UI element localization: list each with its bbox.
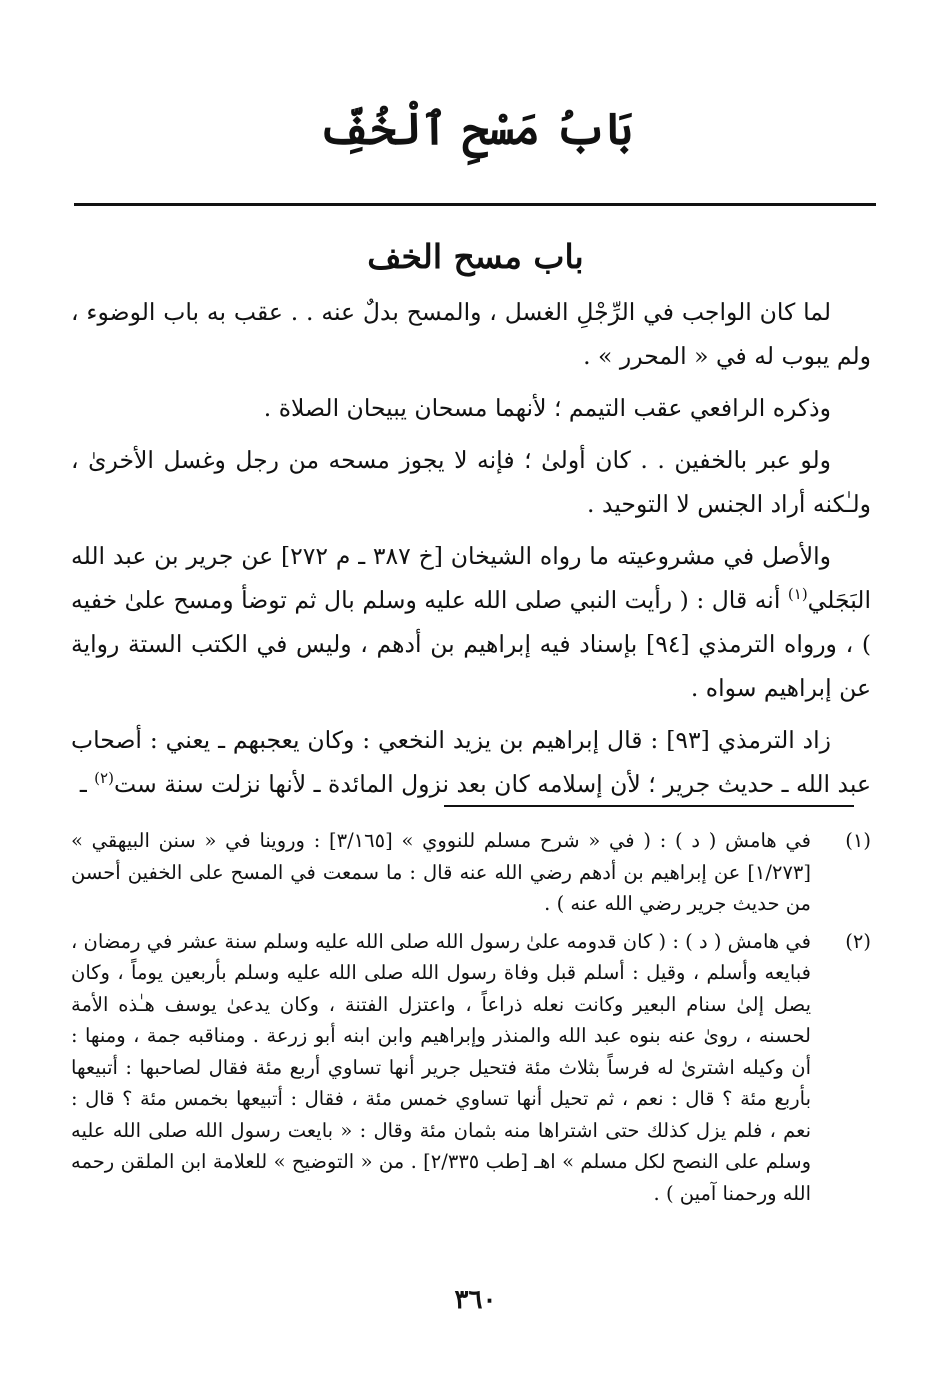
footnote-number: (٢): [845, 929, 871, 953]
footnote-text: في هامش ( د ) : ( في « شرح مسلم للنووي » [٣/١٦٥] : وروينا في « سنن البيهقي » [١/٢٧٣] عن إبراهيم بن أدهم رضي الله عنه قال : ما سمعت في المسح على الخفين أحسن من حديث جرير رضي الله عنه ) .: [71, 829, 811, 915]
paragraph-1: لما كان الواجب في الرِّجْلِ الغسل ، والمسح بدلٌ عنه . . عقب به باب الوضوء ، ولم يبوب له في « المحرر » .: [71, 298, 871, 370]
paragraph-5-part-b: ـ: [79, 770, 95, 798]
paragraph-4-part-b: أنه قال : ( رأيت النبي صلى الله عليه وسلم بال ثم توضأ ومسح علىٰ خفيه ) ، ورواه الترمذي [٩٤] بإسناد فيه إبراهيم بن أدهم ، وليس في الكتب الستة رواية عن إبراهيم سواه .: [71, 586, 871, 702]
chapter-title: بَابُ مَسْحِ ٱلْخُفِّ: [318, 104, 633, 155]
footnotes: [71, 825, 871, 1215]
paragraph-5: [71, 718, 871, 806]
main-text: [71, 290, 871, 814]
header-divider: [74, 203, 876, 206]
paragraph-2: وذكره الرافعي عقب التيمم ؛ لأنهما مسحان يبيحان الصلاة .: [263, 394, 831, 422]
footnote-divider: [444, 805, 854, 807]
paragraph-4-part-a: والأصل في مشروعيته ما رواه الشيخان [خ ٣٨٧ ـ م ٢٧٢] عن جرير بن عبد الله البَجَلي: [71, 542, 871, 614]
footnote-text: في هامش ( د ) : ( كان قدومه علىٰ رسول الله صلى الله عليه وسلم سنة عشر في رمضان ، فبايعه وأسلم ، وقيل : أسلم قبل وفاة رسول الله صلى الله عليه وسلم بأربعين يوماً ، وكان يصل إلىٰ سنام البعير وكانت نعله ذراعاً ، واعتزل الفتنة ، وكان يدعىٰ يوسف هـٰذه الأمة لحسنه ، روىٰ عنه بنوه عبد الله والمنذر وإبراهيم وابن ابنه أبو زرعة . ومناقبه جمة ، ومنها : أن وكيله اشترىٰ له فرساً بثلاث مئة فتحيل جرير أنها تساوي أربع مئة فقال لصاحبها : أتبيعها بأربع مئة ؟ قال : نعم ، ثم تحيل أنها تساوي خمس مئة ، فقال : أتبيعها بخمس مئة ؟ قال : نعم ، فلم يزل كذلك حتى اشتراها منه بثمان مئة وقال : « بايعت رسول الله صلى الله عليه وسلم على النصح لكل مسلم » اهـ [طب ٢/٣٣٥] . من « التوضيح » للعلامة ابن الملقن رحمه الله ورحمنا آمين ) .: [71, 929, 811, 1205]
footnote-number: (١): [845, 829, 871, 852]
footnote-ref-1[interactable]: (١): [787, 585, 808, 604]
paragraph-3: ولو عبر بالخفين . . كان أولىٰ ؛ فإنه لا يجوز مسحه من رجل وغسل الأخرىٰ ، ولـٰكنه أراد الجنس لا التوحيد .: [71, 446, 871, 518]
paragraph-5-part-a: زاد الترمذي [٩٣] : قال إبراهيم بن يزيد النخعي : وكان يعجبهم ـ يعني : أصحاب عبد الله ـ حديث جرير ؛ لأن إسلامه كان بعد نزول المائدة ـ لأنها نزلت سنة ست: [71, 726, 871, 798]
footnote-1: [71, 825, 871, 920]
page-number: ٣٦٠: [454, 1285, 497, 1315]
section-title: باب مسح الخف: [367, 237, 584, 276]
footnote-2: [71, 926, 871, 1210]
footnote-ref-2[interactable]: (٢): [94, 769, 114, 788]
paragraph-4: [71, 534, 871, 710]
